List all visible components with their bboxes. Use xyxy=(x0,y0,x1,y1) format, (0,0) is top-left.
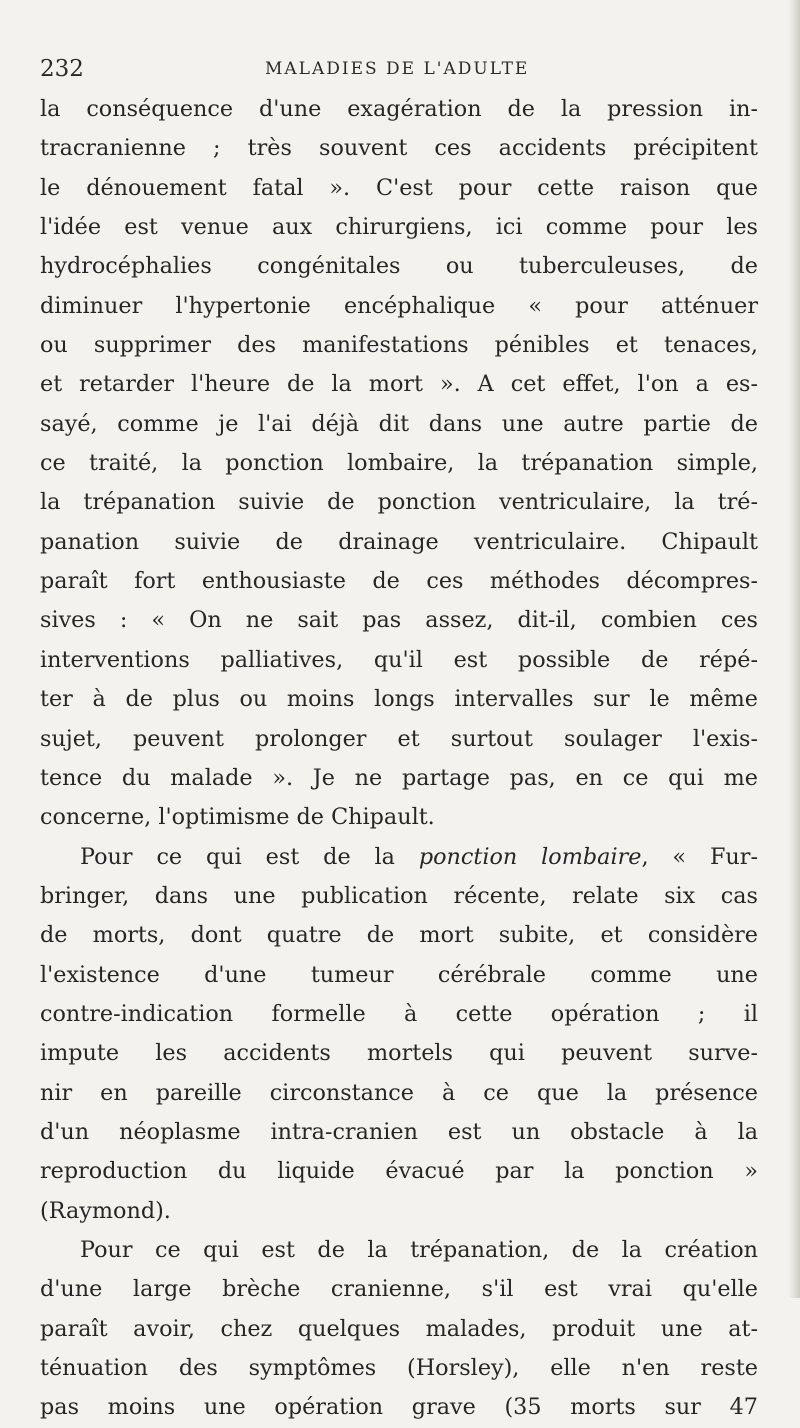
text-line: la trépanation suivie de ponction ventriculaire, la tré- xyxy=(40,489,758,516)
text-line: hydrocéphalies congénitales ou tuberculeuses, de xyxy=(40,253,758,280)
text-line: panation suivie de drainage ventriculaire. Chipault xyxy=(40,528,758,555)
text-line: concerne, l'optimisme de Chipault. xyxy=(40,804,435,831)
text-line: impute les accidents mortels qui peuvent surve- xyxy=(40,1040,758,1067)
text-line xyxy=(40,838,758,877)
text-segment: , « Fur- xyxy=(641,843,758,870)
text-line: contre-indication formelle à cette opération ; il xyxy=(40,1000,758,1027)
text-line: sujet, peuvent prolonger et surtout soulager l'exis- xyxy=(40,725,758,752)
running-head: MALADIES DE L'ADULTE xyxy=(265,59,530,79)
page-edge-shadow xyxy=(788,0,800,1298)
text-line: le dénouement fatal ». C'est pour cette raison que xyxy=(40,174,758,201)
text-line: bringer, dans une publication récente, relate six cas xyxy=(40,882,758,909)
text-line: nir en pareille circonstance à ce que la présence xyxy=(40,1079,758,1106)
text-line: paraît avoir, chez quelques malades, produit une at- xyxy=(40,1315,758,1342)
text-line: d'un néoplasme intra-cranien est un obstacle à la xyxy=(40,1118,758,1145)
text-line: ou supprimer des manifestations pénibles et tenaces, xyxy=(40,332,758,359)
text-line: paraît fort enthousiaste de ces méthodes décompres- xyxy=(40,568,758,595)
body-text xyxy=(40,90,758,1428)
text-line: pas moins une opération grave (35 morts sur 47 xyxy=(40,1394,758,1421)
text-line: l'idée est venue aux chirurgiens, ici comme pour les xyxy=(40,214,758,241)
text-line: ténuation des symptômes (Horsley), elle n'en reste xyxy=(40,1355,758,1381)
text-line: (Raymond). xyxy=(40,1197,171,1224)
text-line: ce traité, la ponction lombaire, la trépanation simple, xyxy=(40,450,758,477)
text-line: interventions palliatives, qu'il est possible de répé- xyxy=(40,646,758,673)
text-segment: Pour ce qui est de la xyxy=(80,843,419,870)
text-line: tence du malade ». Je ne partage pas, en ce qui me xyxy=(40,764,758,791)
text-line: reproduction du liquide évacué par la ponction » xyxy=(40,1158,758,1185)
text-line: l'existence d'une tumeur cérébrale comme une xyxy=(40,961,758,988)
text-line: tracranienne ; très souvent ces accidents précipitent xyxy=(40,135,758,162)
text-line: la conséquence d'une exagération de la pression in- xyxy=(40,96,758,122)
text-line: diminuer l'hypertonie encéphalique « pour atténuer xyxy=(40,292,758,319)
text-line: d'une large brèche cranienne, s'il est vrai qu'elle xyxy=(40,1276,758,1303)
page-number: 232 xyxy=(40,56,84,82)
italic-term: ponction lombaire xyxy=(418,843,642,870)
page-header xyxy=(40,56,760,94)
text-line: Pour ce qui est de la trépanation, de la création xyxy=(80,1236,758,1263)
text-line: sayé, comme je l'ai déjà dit dans une autre partie de xyxy=(40,410,758,437)
text-line: ter à de plus ou moins longs intervalles sur le même xyxy=(40,686,758,713)
text-line: sives : « On ne sait pas assez, dit-il, combien ces xyxy=(40,607,758,634)
text-line: de morts, dont quatre de mort subite, et considère xyxy=(40,922,758,949)
text-line: et retarder l'heure de la mort ». A cet effet, l'on a es- xyxy=(40,371,758,398)
